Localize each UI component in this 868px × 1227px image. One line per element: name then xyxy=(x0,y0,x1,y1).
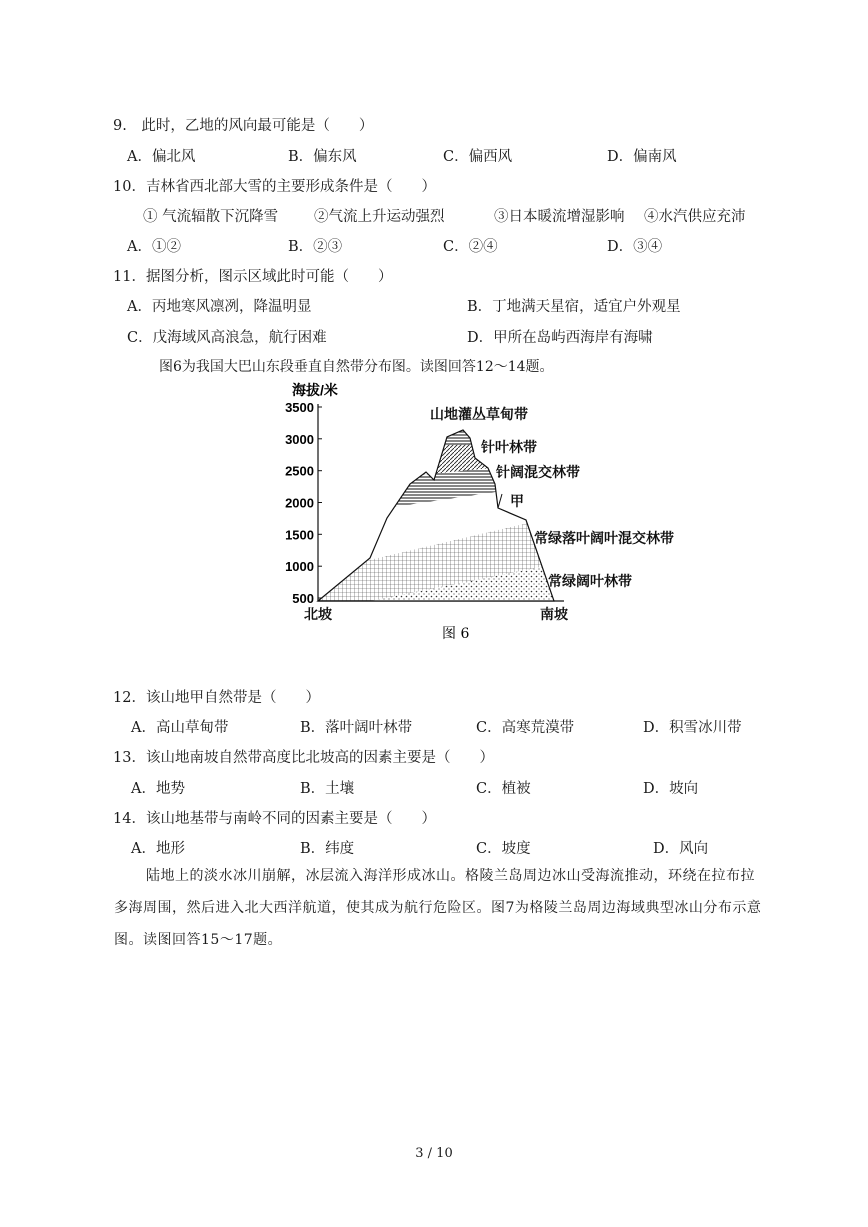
q11-option-c: C．戊海域风高浪急，航行困难 xyxy=(127,330,327,346)
label-coniferous: 针叶林带 xyxy=(481,439,537,455)
q10-condition-4: ④水汽供应充沛 xyxy=(644,209,746,225)
question-11-stem: 11．据图分析，图示区域此时可能（ ） xyxy=(113,269,393,285)
q10-option-c: C．②④ xyxy=(443,239,498,255)
question-12-stem: 12．该山地甲自然带是（ ） xyxy=(113,690,320,706)
jia-leader-line xyxy=(498,494,502,508)
q13-option-c: C．植被 xyxy=(476,781,531,797)
q10-condition-1: ① 气流辐散下沉降雪 xyxy=(143,209,279,225)
passage-text: 陆地上的淡水冰川崩解，冰层流入海洋形成冰山。格陵兰岛周边冰山受海流推动，环绕在拉布拉多海周围，然后进入北大西洋航道，使其成为航行危险区。图7为格陵兰岛周边海域典型冰山分布示意图。读图回答15～17题。 xyxy=(114,868,762,948)
y-tick-label: 2000 xyxy=(285,495,314,511)
q10-option-d: D．③④ xyxy=(607,239,663,255)
q14-option-b: B．纬度 xyxy=(300,841,355,857)
question-10-stem: 10．吉林省西北部大雪的主要形成条件是（ ） xyxy=(113,179,436,195)
q9-option-b: B．偏东风 xyxy=(288,149,357,165)
q10-condition-2: ②气流上升运动强烈 xyxy=(314,209,445,225)
y-tick-label: 500 xyxy=(292,591,314,606)
label-evergreen-broadleaf: 常绿阔叶林带 xyxy=(548,573,632,589)
q10-option-b: B．②③ xyxy=(288,239,343,255)
q13-option-b: B．土壤 xyxy=(300,781,355,797)
q9-option-a: A．偏北风 xyxy=(127,149,196,165)
y-tick-label: 3500 xyxy=(285,400,314,415)
x-label-south-slope: 南坡 xyxy=(540,606,568,622)
q10-condition-3: ③日本暖流增湿影响 xyxy=(494,209,625,225)
question-13-stem: 13．该山地南坡自然带高度比北坡高的因素主要是（ ） xyxy=(113,750,494,766)
y-tick-label: 3000 xyxy=(285,431,314,447)
label-jia: 甲 xyxy=(510,493,524,509)
q13-option-d: D．坡向 xyxy=(643,781,699,797)
q12-option-b: B．落叶阔叶林带 xyxy=(300,720,413,736)
q9-option-c: C．偏西风 xyxy=(443,149,513,165)
y-axis-label: 海拔/米 xyxy=(292,382,338,398)
q12-option-c: C．高寒荒漠带 xyxy=(476,720,575,736)
q14-option-d: D．风向 xyxy=(653,841,709,857)
figure-6-caption: 图 6 xyxy=(442,626,470,642)
question-9-stem: 9. 此时，乙地的风向最可能是（ ） xyxy=(113,118,374,134)
label-mixed-conifer-broadleaf: 针阔混交林带 xyxy=(496,464,580,480)
q13-option-a: A．地势 xyxy=(131,781,185,797)
q11-option-a: A．丙地寒风凛冽，降温明显 xyxy=(127,299,312,315)
q9-option-d: D．偏南风 xyxy=(607,149,677,165)
label-mixed-evergreen-deciduous: 常绿落叶阔叶混交林带 xyxy=(534,530,674,546)
page-number: 3 / 10 xyxy=(415,1146,453,1161)
y-tick-label: 1500 xyxy=(285,527,314,543)
q11-option-d: D．甲所在岛屿西海岸有海啸 xyxy=(467,330,653,346)
q12-option-d: D．积雪冰川带 xyxy=(643,720,742,736)
q14-option-a: A．地形 xyxy=(131,841,185,857)
figure-6-intro: 图6为我国大巴山东段垂直自然带分布图。读图回答12～14题。 xyxy=(159,359,554,375)
q12-option-a: A．高山草甸带 xyxy=(131,720,229,736)
y-tick-label: 1000 xyxy=(285,559,314,575)
label-alpine-shrub-meadow: 山地灌丛草甸带 xyxy=(430,406,528,422)
q10-option-a: A．①② xyxy=(127,239,181,255)
y-tick-label: 2500 xyxy=(285,463,314,479)
figure-6-vertical-zonation xyxy=(270,380,690,645)
q14-option-c: C．坡度 xyxy=(476,841,531,857)
passage-fig7-intro xyxy=(114,860,768,956)
q11-option-b: B．丁地满天星宿，适宜户外观星 xyxy=(467,299,681,315)
x-label-north-slope: 北坡 xyxy=(304,606,332,622)
question-14-stem: 14．该山地基带与南岭不同的因素主要是（ ） xyxy=(113,811,436,827)
